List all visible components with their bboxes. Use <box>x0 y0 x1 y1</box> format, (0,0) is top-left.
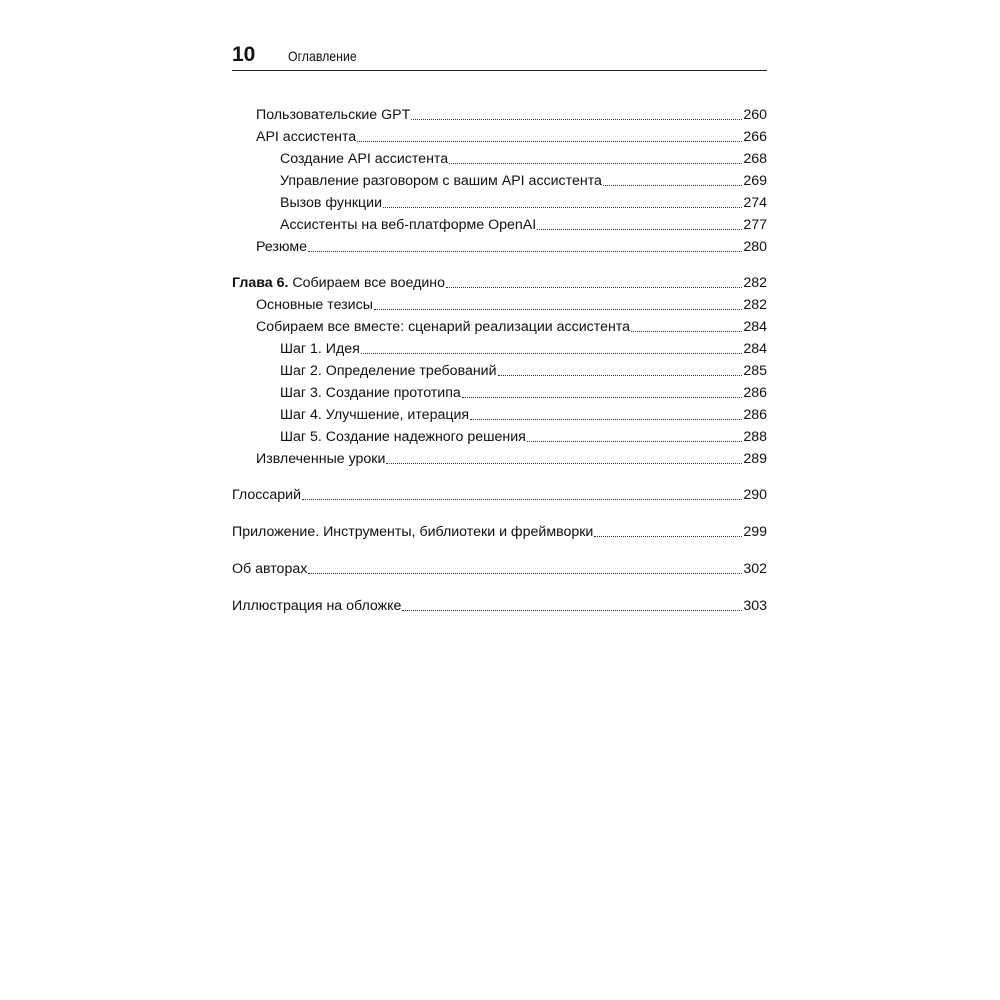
dot-leader <box>357 141 742 142</box>
toc-entry <box>232 314 767 336</box>
section-title: Оглавление <box>288 48 357 64</box>
toc-entry-page: 303 <box>743 598 767 614</box>
toc-entry-title: Создание API ассистента <box>280 151 449 167</box>
toc-entry-title: Пользовательские GPT <box>256 107 411 123</box>
toc-entry-label <box>280 428 526 446</box>
page-number: 10 <box>232 43 256 66</box>
dot-leader <box>374 309 742 310</box>
toc-entry <box>232 424 767 446</box>
toc-entry-page: 286 <box>743 385 767 401</box>
toc-entry-page: 274 <box>743 195 767 211</box>
toc-entry-title: Шаг 1. Идея <box>280 341 360 357</box>
dot-leader <box>361 353 742 354</box>
dot-leader <box>302 499 742 500</box>
toc-entry-label <box>256 106 410 124</box>
dot-leader <box>527 441 742 442</box>
dot-leader <box>411 119 742 120</box>
toc-entry <box>232 168 767 190</box>
toc-entry-label <box>232 597 401 615</box>
toc-entry-page: 284 <box>743 319 767 335</box>
toc-entry-label <box>280 406 469 424</box>
toc-entry-title: Вызов функции <box>280 195 383 211</box>
chapter-prefix: Глава 6. <box>232 275 289 291</box>
toc-entry-label <box>256 238 307 256</box>
dot-leader <box>631 331 742 332</box>
toc-entry <box>232 519 767 541</box>
toc-entry-page: 260 <box>743 107 767 123</box>
toc-entry-label <box>256 318 630 336</box>
toc-entry-title: Шаг 3. Создание прототипа <box>280 385 461 401</box>
dot-leader <box>462 397 743 398</box>
dot-leader <box>470 419 742 420</box>
toc-entry <box>232 358 767 380</box>
toc-entry-title: Шаг 4. Улучшение, итерация <box>280 407 470 423</box>
toc-entry-label <box>232 523 593 541</box>
toc-entry-label <box>280 150 448 168</box>
toc-entry-page: 285 <box>743 363 767 379</box>
toc-entry-page: 269 <box>743 173 767 189</box>
toc-entry-page: 268 <box>743 151 767 167</box>
toc-entry <box>232 292 767 314</box>
toc-entry <box>232 380 767 402</box>
toc-entry-page: 280 <box>743 239 767 255</box>
toc-entry-label <box>256 450 385 468</box>
toc-entry-label <box>280 340 360 358</box>
toc-entry <box>232 234 767 256</box>
toc-entry-title: API ассистента <box>256 129 357 145</box>
toc-entry <box>232 593 767 615</box>
toc-entry-title: Об авторах <box>232 561 308 577</box>
dot-leader <box>386 463 742 464</box>
toc-entry-title: Иллюстрация на обложке <box>232 598 402 614</box>
dot-leader <box>446 287 742 288</box>
toc-entry-title: Собираем все воедино <box>292 275 446 291</box>
toc-entry-page: 277 <box>743 217 767 233</box>
dot-leader <box>603 185 742 186</box>
toc-entry-page: 286 <box>743 407 767 423</box>
toc-entry-label <box>232 486 301 504</box>
toc-entry <box>232 212 767 234</box>
toc-entry <box>232 190 767 212</box>
dot-leader <box>402 610 742 611</box>
dot-leader <box>308 573 742 574</box>
dot-leader <box>383 207 742 208</box>
dot-leader <box>594 536 742 537</box>
toc-entry-label <box>280 194 382 212</box>
toc-entry-label <box>280 384 461 402</box>
toc-entry-title: Шаг 5. Создание надежного решения <box>280 429 526 445</box>
toc-entry-title: Приложение. Инструменты, библиотеки и фреймворки <box>232 524 594 540</box>
toc-entry-title: Ассистенты на веб-платформе OpenAI <box>280 217 537 233</box>
toc-entry-page: 290 <box>743 487 767 503</box>
toc-entry <box>232 402 767 424</box>
dot-leader <box>449 163 742 164</box>
toc-entry <box>232 336 767 358</box>
dot-leader <box>498 375 743 376</box>
toc-entry-page: 284 <box>743 341 767 357</box>
toc-entry-page: 302 <box>743 561 767 577</box>
toc-entry <box>232 482 767 504</box>
toc-entry-label <box>232 274 445 292</box>
toc-entry-label <box>232 560 307 578</box>
running-head <box>232 42 767 71</box>
toc-entry-title: Управление разговором с вашим API ассистента <box>280 173 602 189</box>
dot-leader <box>537 229 742 230</box>
toc-entry-label <box>280 172 602 190</box>
toc-entry-page: 289 <box>743 451 767 467</box>
toc-entry-title: Основные тезисы <box>256 297 373 313</box>
toc-entry-label <box>256 128 356 146</box>
toc-entry <box>232 102 767 124</box>
toc-entry-title: Глоссарий <box>232 487 302 503</box>
toc-entry-label <box>280 216 536 234</box>
toc-entry-title: Извлеченные уроки <box>256 451 386 467</box>
toc-entry-label <box>280 362 497 380</box>
toc-entry-page: 266 <box>743 129 767 145</box>
toc-entry-page: 299 <box>743 524 767 540</box>
toc-entry-title: Резюме <box>256 239 308 255</box>
toc-entry-label <box>256 296 373 314</box>
dot-leader <box>308 251 742 252</box>
toc-entry-page: 288 <box>743 429 767 445</box>
toc-entry-page: 282 <box>743 297 767 313</box>
toc-entry <box>232 446 767 468</box>
toc-entry-page: 282 <box>743 275 767 291</box>
toc-entry <box>232 124 767 146</box>
toc-entry <box>232 146 767 168</box>
toc-entry <box>232 556 767 578</box>
toc-entry <box>232 270 767 292</box>
toc-entry-title: Собираем все вместе: сценарий реализации ассистента <box>256 319 631 335</box>
toc-entry-title: Шаг 2. Определение требований <box>280 363 497 379</box>
